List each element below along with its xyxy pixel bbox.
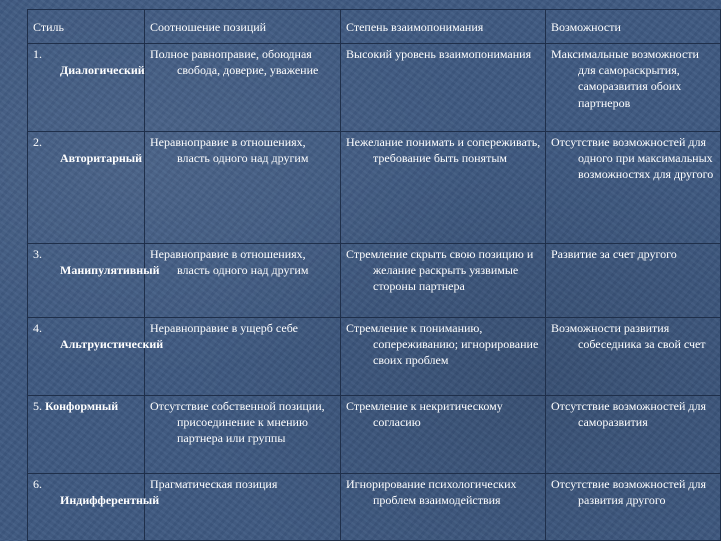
style-cell — [28, 132, 145, 244]
style-cell — [28, 396, 145, 474]
understanding-cell: Стремление к некритическому согласию — [341, 396, 546, 474]
header-positions: Соотношение позиций — [145, 10, 341, 44]
header-understanding: Степень взаимопонимания — [341, 10, 546, 44]
understanding-cell: Игнорирование психологических проблем взаимодействия — [341, 474, 546, 541]
opportunities-cell: Возможности развития собеседника за свой счет — [546, 318, 721, 396]
header-style: Стиль — [28, 10, 145, 44]
style-name: Индифферентный — [60, 493, 160, 508]
positions-cell: Неравноправие в отношениях, власть одного над другим — [145, 132, 341, 244]
style-name: Манипулятивный — [60, 263, 160, 278]
style-cell — [28, 44, 145, 132]
communication-styles-table — [27, 9, 721, 541]
table-row — [28, 244, 721, 318]
table-row — [28, 132, 721, 244]
positions-cell: Неравноправие в отношениях, власть одного над другим — [145, 244, 341, 318]
row-number: 3. — [33, 247, 42, 261]
row-number: 1. — [33, 47, 42, 61]
positions-cell: Отсутствие собственной позиции, присоединение к мнению партнера или группы — [145, 396, 341, 474]
row-number: 6. — [33, 477, 42, 491]
table-row — [28, 44, 721, 132]
style-cell — [28, 474, 160, 541]
understanding-cell: Высокий уровень взаимопонимания — [341, 44, 546, 132]
table-header-row — [28, 10, 721, 44]
understanding-cell: Стремление к пониманию, сопереживанию; игнорирование своих проблем — [341, 318, 546, 396]
positions-cell: Прагматическая позиция — [145, 474, 341, 541]
opportunities-cell: Отсутствие возможностей для саморазвития — [546, 396, 721, 474]
header-opportunities: Возможности — [546, 10, 721, 44]
row-number: 5. — [33, 399, 42, 413]
style-name: Альтруистический — [60, 337, 164, 352]
style-cell — [28, 318, 164, 396]
opportunities-cell: Отсутствие возможностей для одного при максимальных возможностях для другого — [546, 132, 721, 244]
style-name: Диалогический — [60, 63, 145, 78]
table-row — [28, 318, 721, 396]
table-row — [28, 396, 721, 474]
row-number: 4. — [33, 321, 42, 335]
table-row — [28, 474, 721, 541]
style-name: Авторитарный — [60, 151, 143, 166]
style-cell — [28, 244, 160, 318]
row-number: 2. — [33, 135, 42, 149]
positions-cell: Неравноправие в ущерб себе — [145, 318, 341, 396]
positions-cell: Полное равноправие, обоюдная свобода, доверие, уважение — [145, 44, 341, 132]
opportunities-cell: Максимальные возможности для самораскрытия, саморазвития обоих партнеров — [546, 44, 721, 132]
understanding-cell: Нежелание понимать и сопереживать, требование быть понятым — [341, 132, 546, 244]
understanding-cell: Стремление скрыть свою позицию и желание раскрыть уязвимые стороны партнера — [341, 244, 546, 318]
opportunities-cell: Развитие за счет другого — [546, 244, 721, 318]
opportunities-cell: Отсутствие возможностей для развития другого — [546, 474, 721, 541]
style-name: Конформный — [45, 399, 119, 413]
